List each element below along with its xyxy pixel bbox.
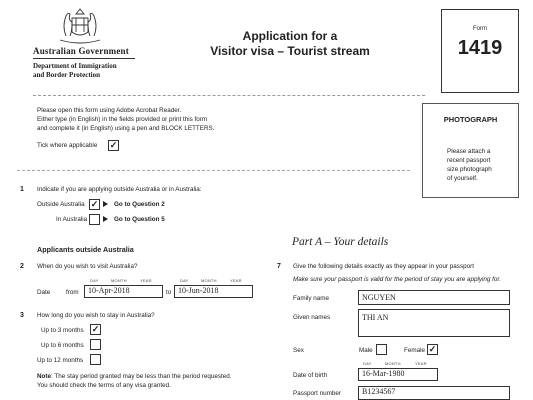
q2-from-date-field[interactable]: 10-Apr-2018 [84, 285, 163, 298]
header-divider [33, 58, 135, 59]
q2-to-year-hint: YEAR [230, 278, 242, 283]
dob-month-hint: MONTH [385, 361, 401, 366]
q2-to-day-hint: DAY [180, 278, 189, 283]
q2-from-year-hint: YEAR [140, 278, 152, 283]
q3-note-line2: You should check the terms of any visa granted. [37, 382, 171, 389]
q2-question: When do you wish to visit Australia? [37, 263, 138, 270]
q1-outside-checkbox[interactable]: ✓ [90, 199, 99, 209]
q1-question: Indicate if you are applying outside Australia or in Australia: [37, 186, 202, 193]
gov-name: Australian Government [33, 46, 129, 56]
q2-from-day-hint: DAY [90, 278, 99, 283]
family-name-label: Family name [293, 295, 330, 302]
q1-opt1-goto: Go to Question 2 [114, 201, 165, 208]
q1-opt2-goto: Go to Question 5 [114, 216, 165, 223]
dob-field[interactable]: 16-Mar-1980 [358, 368, 438, 381]
dob-label: Date of birth [293, 372, 328, 379]
given-names-field[interactable]: THI AN [358, 309, 510, 337]
q2-to-label: to [166, 289, 172, 296]
dept-line1: Department of Immigration [33, 62, 117, 70]
q1-opt2-label: In Australia [56, 216, 88, 223]
arrow-icon [103, 216, 108, 222]
q2-to-month-hint: MONTH [201, 278, 217, 283]
section-outside-heading: Applicants outside Australia [37, 245, 134, 254]
q3-note-text: : The stay period granted may be less than the period requested. [51, 373, 232, 380]
q3-number: 3 [20, 312, 24, 319]
female-label: Female [404, 347, 425, 354]
intro-line3: and complete it (in English) using a pen and BLOCK LETTERS. [37, 125, 215, 132]
q3-opt2-label: Up to 6 months [41, 342, 84, 349]
q2-number: 2 [20, 263, 24, 270]
photo-line3: size photograph [447, 166, 492, 173]
q3-3months-checkbox[interactable]: ✓ [91, 324, 100, 334]
q1-opt1-label: Outside Australia [37, 201, 85, 208]
q3-opt3-label: Up to 12 months [37, 357, 84, 364]
header-rule [33, 95, 425, 96]
female-checkbox[interactable]: ✓ [428, 344, 437, 354]
form-label: Form [473, 26, 487, 32]
q2-date-label: Date [37, 289, 51, 296]
q3-12months-checkbox[interactable] [90, 354, 101, 365]
intro-line1: Please open this form using Adobe Acrobat Reader. [37, 107, 182, 114]
tick-example-box: ✓ [109, 140, 118, 150]
male-checkbox[interactable] [376, 344, 387, 355]
coat-of-arms-icon [54, 6, 106, 46]
q7-italic-note: Make sure your passport is valid for the period of stay you are applying for. [293, 276, 502, 283]
male-label: Male [359, 347, 373, 354]
photo-line2: recent passport [447, 157, 491, 164]
form-number-box [441, 9, 519, 93]
photo-line1: Please attach a [447, 148, 491, 155]
part-a-title: Part A – Your details [292, 236, 389, 248]
form-title-line2: Visitor visa – Tourist stream [210, 44, 370, 58]
q3-opt1-label: Up to 3 months [41, 327, 84, 334]
family-name-field[interactable]: NGUYEN [358, 290, 510, 305]
q7-number: 7 [277, 263, 281, 270]
dob-day-hint: DAY [363, 361, 372, 366]
arrow-icon [103, 201, 108, 207]
form-number: 1419 [457, 37, 503, 59]
tick-instruction: Tick where applicable [37, 142, 98, 149]
q3-note-line1 [37, 373, 232, 381]
dob-year-hint: YEAR [415, 361, 427, 366]
q2-from-label: from [66, 289, 79, 296]
intro-line2: Either type (in English) in the fields provided or print this form [37, 116, 208, 123]
dept-line2: and Border Protection [33, 71, 101, 79]
photograph-box [422, 103, 519, 198]
q1-inaustralia-checkbox[interactable] [89, 214, 100, 225]
q3-question: How long do you wish to stay in Australia? [37, 312, 155, 319]
form-title-line1: Application for a [242, 29, 338, 43]
q2-to-date-field[interactable]: 10-Jun-2018 [174, 285, 253, 298]
photo-line4: of yourself. [447, 175, 478, 182]
passport-number-label: Passport number [293, 390, 341, 397]
q7-instruction: Give the following details exactly as they appear in your passport [293, 263, 474, 270]
passport-number-field[interactable]: B1234567 [358, 386, 510, 400]
sex-label: Sex [293, 347, 304, 354]
given-names-label: Given names [293, 314, 331, 321]
intro-rule [17, 170, 410, 171]
photo-title: PHOTOGRAPH [443, 115, 498, 124]
q1-number: 1 [20, 186, 24, 193]
q3-6months-checkbox[interactable] [90, 339, 101, 350]
q2-from-month-hint: MONTH [111, 278, 127, 283]
q3-note-label: Note [37, 373, 51, 380]
